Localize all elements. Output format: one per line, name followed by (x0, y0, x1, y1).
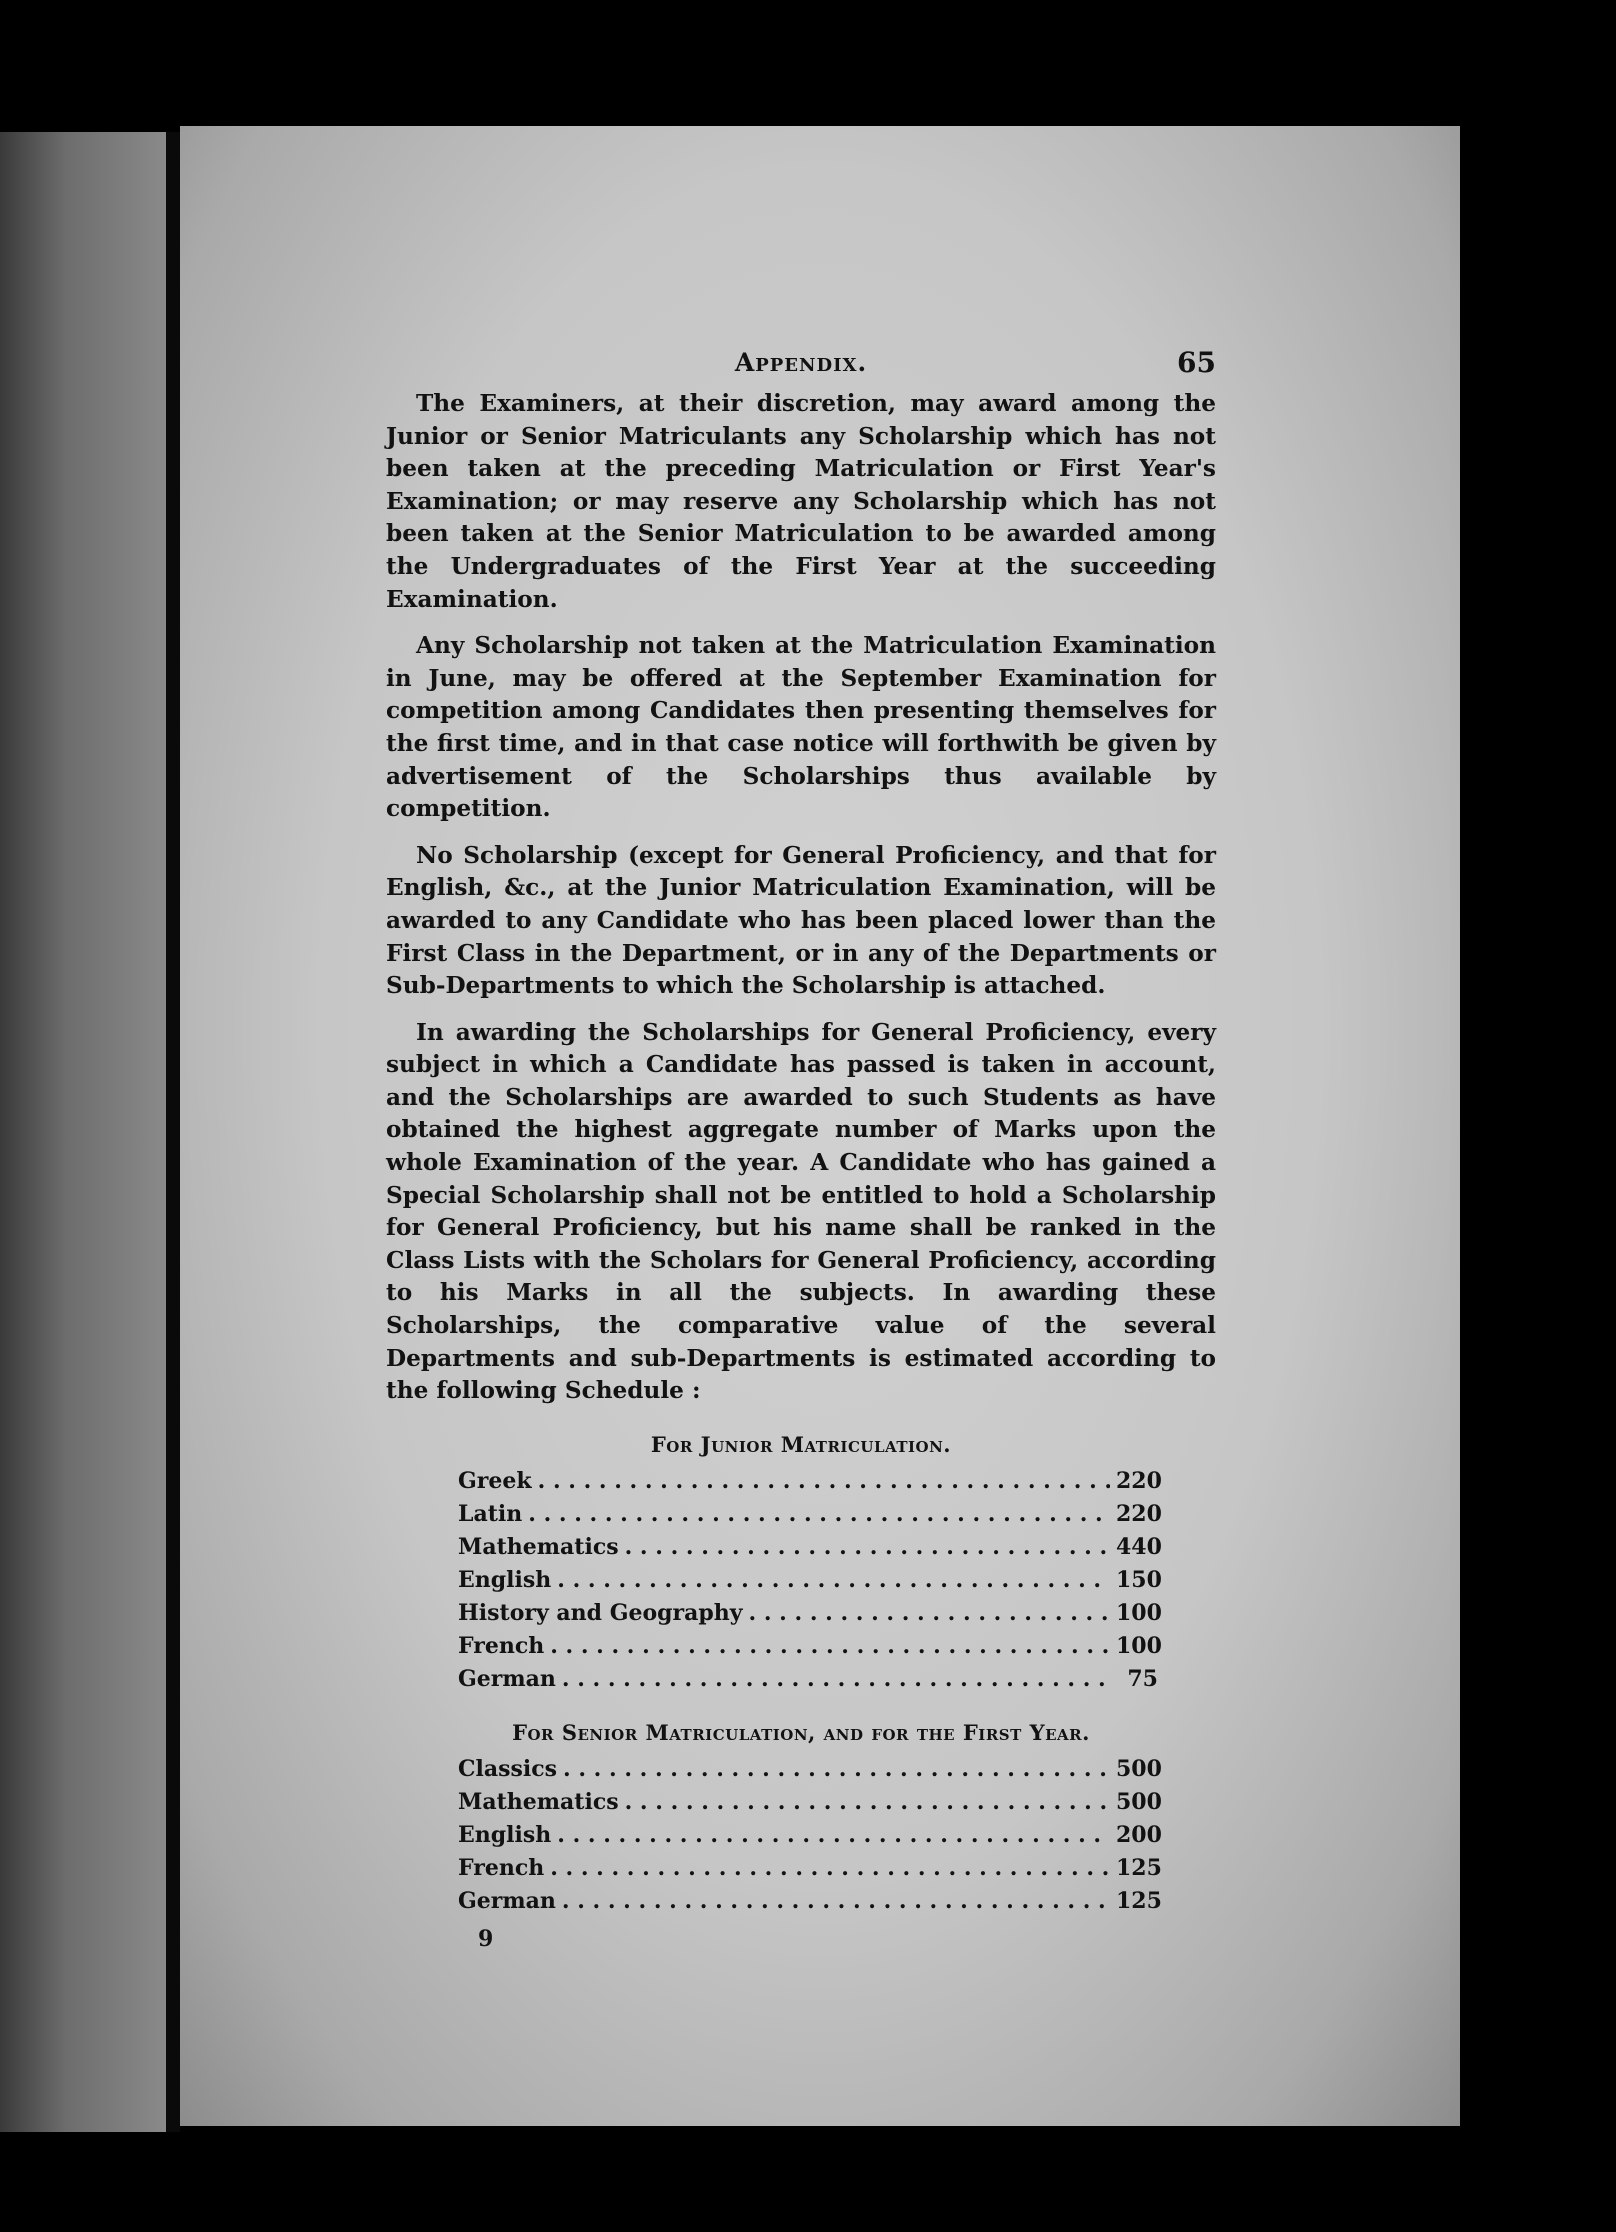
paragraph-general-proficiency: In awarding the Scholarships for General Proficiency, every subject in which a Candidate has passed is taken in account, and the Scholarships are awarded to such Students as have obtained the highest aggregate number of Marks upon the whole Examination of the year. A Candidate who has gained a Special Scholarship shall not be entitled to hold a Scholarship for General Proficiency, but his name shall be ranked in the Class Lists with the Scholars for General Proficiency, according to his Marks in all the subjects. In awarding these Scholarships, the comparative value of the several Departments and sub-Departments is estimated according to the following Schedule : (386, 1018, 1216, 1405)
marks: 100 (1116, 1599, 1162, 1626)
schedule-row (458, 1597, 1162, 1630)
marks: 500 (1116, 1755, 1162, 1782)
marks: 75 (1127, 1665, 1158, 1692)
page-content (386, 348, 1216, 1952)
leader-dots (625, 1531, 1110, 1564)
paragraph-reserve-scholarship: The Examiners, at their discretion, may award among the Junior or Senior Matriculants any Scholarship which has not been taken at the preceding Matriculation or First Year's Examination; or may reserve any Scholarship which has not been taken at the Senior Matriculation to be awarded among the Undergraduates of the First Year at the succeeding Examination. (386, 390, 1216, 613)
leader-dots (557, 1564, 1110, 1597)
subject: German (458, 1887, 556, 1914)
schedule-row (458, 1786, 1162, 1819)
leader-dots (563, 1753, 1110, 1786)
running-head (386, 348, 1216, 388)
subject: English (458, 1821, 552, 1848)
leader-dots (625, 1786, 1110, 1819)
marks: 220 (1116, 1467, 1162, 1494)
marks: 500 (1116, 1788, 1162, 1815)
marks: 125 (1116, 1854, 1162, 1881)
senior-schedule-title: For Senior Matriculation, and for the First Year. (512, 1719, 1090, 1745)
page-number: 65 (1177, 346, 1216, 379)
schedule-row (458, 1630, 1162, 1663)
junior-schedule-title: For Junior Matriculation. (650, 1431, 952, 1457)
leader-dots (528, 1498, 1110, 1531)
senior-schedule (458, 1753, 1162, 1918)
marks: 100 (1116, 1632, 1162, 1659)
schedule-row (458, 1465, 1162, 1498)
schedule-row (458, 1663, 1158, 1696)
marks: 440 (1116, 1533, 1162, 1560)
facing-page-edge (0, 132, 166, 2132)
leader-dots (749, 1597, 1110, 1630)
paragraph-first-class-rule: No Scholarship (except for General Proficiency, and that for English, &c., at the Junior Matriculation Examination, will be awarded to any Candidate who has been placed lower than the First Class in the Department, or in any of the Departments or Sub-Departments to which the Scholarship is attached. (386, 841, 1216, 1000)
signature-mark: 9 (478, 1925, 494, 1952)
marks: 150 (1116, 1566, 1162, 1593)
subject: French (458, 1854, 545, 1881)
schedule-row (458, 1498, 1162, 1531)
schedule-row (458, 1564, 1162, 1597)
leader-dots (538, 1465, 1110, 1498)
schedule-row (458, 1852, 1162, 1885)
marks: 200 (1116, 1821, 1162, 1848)
leader-dots (562, 1885, 1110, 1918)
leader-dots (550, 1630, 1110, 1663)
running-title: Appendix. (734, 348, 868, 377)
subject: History and Geography (458, 1599, 743, 1626)
leader-dots (557, 1819, 1110, 1852)
schedule-row (458, 1753, 1162, 1786)
schedule-row (458, 1885, 1162, 1918)
marks: 125 (1116, 1887, 1162, 1914)
subject: French (458, 1632, 545, 1659)
schedule-row (458, 1531, 1162, 1564)
subject: German (458, 1665, 556, 1692)
book-gutter (166, 132, 180, 2132)
paragraph-september-offer: Any Scholarship not taken at the Matriculation Examination in June, may be offered at the September Examination for competition among Candidates then presenting themselves for the first time, and in that case notice will forthwith be given by advertisement of the Scholarships thus available by competition. (386, 632, 1216, 823)
scanned-page (180, 126, 1460, 2126)
leader-dots (550, 1852, 1110, 1885)
subject: Classics (458, 1755, 558, 1782)
leader-dots (562, 1663, 1110, 1696)
subject: Greek (458, 1467, 532, 1494)
marks: 220 (1116, 1500, 1162, 1527)
subject: Latin (458, 1500, 523, 1527)
junior-schedule (458, 1465, 1162, 1696)
subject: English (458, 1566, 552, 1593)
subject: Mathematics (458, 1788, 619, 1815)
schedule-row (458, 1819, 1162, 1852)
subject: Mathematics (458, 1533, 619, 1560)
